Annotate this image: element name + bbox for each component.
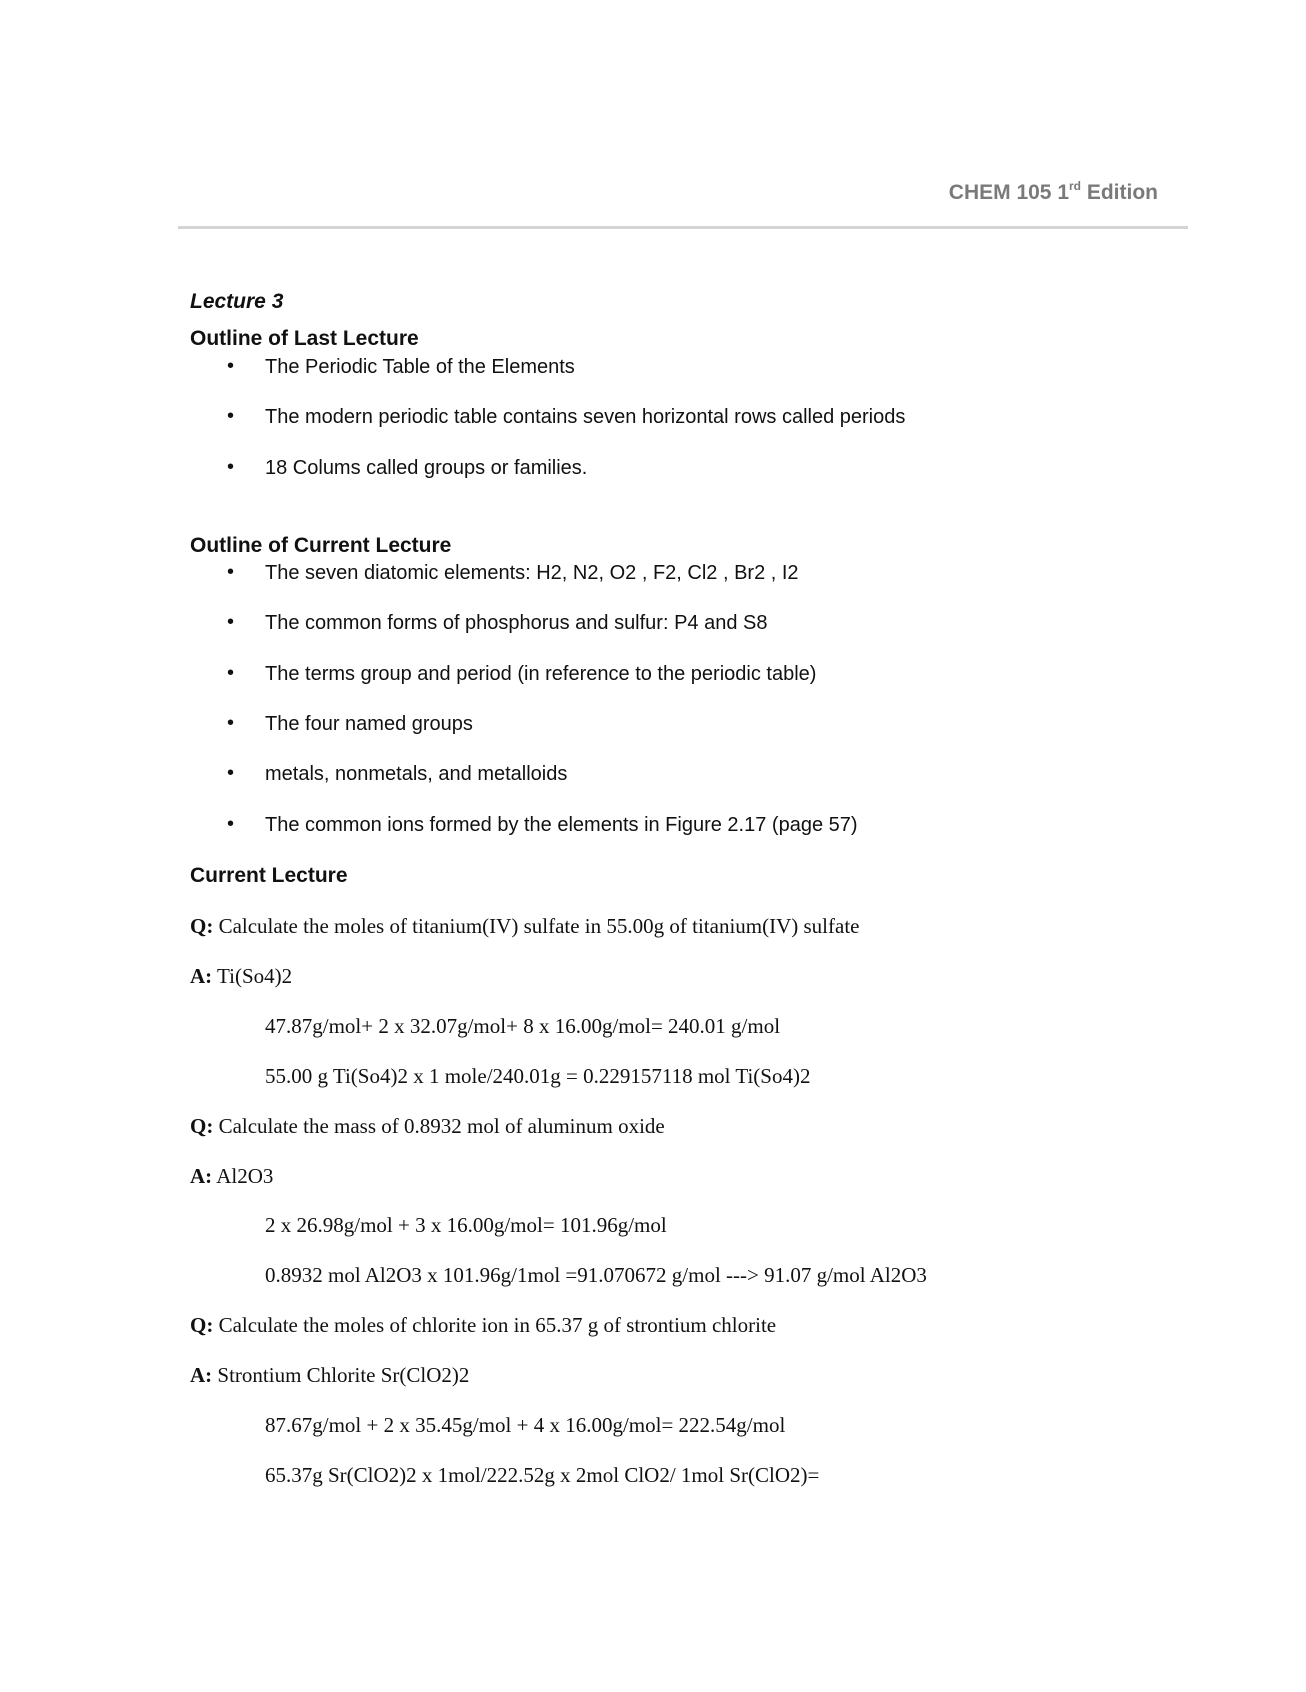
calculation-step: 55.00 g Ti(So4)2 x 1 mole/240.01g = 0.229157118 mol Ti(So4)2 [265, 1064, 811, 1088]
bullet-icon: • [227, 762, 235, 784]
lecture-title: Lecture 3 [190, 290, 284, 313]
question-line [190, 1114, 665, 1139]
bullet-icon: • [227, 561, 235, 583]
answer-text: Strontium Chlorite Sr(ClO2)2 [212, 1363, 470, 1387]
list-item-text: The common forms of phosphorus and sulfur: P4 and S8 [265, 612, 768, 634]
current-outline-heading: Outline of Current Lecture [190, 534, 452, 557]
bullet-icon: • [227, 813, 235, 835]
list-item-text: The seven diatomic elements: H2, N2, O2 , F2, Cl2 , Br2 , I2 [265, 562, 799, 584]
edition-superscript: rd [1069, 179, 1081, 193]
answer-label: A: [190, 1363, 213, 1387]
question-text: Calculate the mass of 0.8932 mol of aluminum oxide [213, 1114, 665, 1138]
question-label: Q: [190, 1114, 214, 1138]
list-item-text: 18 Colums called groups or families. [265, 457, 588, 479]
answer-text: Al2O3 [212, 1164, 274, 1188]
bullet-icon: • [227, 456, 235, 478]
question-label: Q: [190, 914, 214, 938]
list-item-text: The Periodic Table of the Elements [265, 356, 575, 378]
header-divider [178, 226, 1188, 229]
list-item-text: The common ions formed by the elements in Figure 2.17 (page 57) [265, 814, 858, 836]
calculation-step: 65.37g Sr(ClO2)2 x 1mol/222.52g x 2mol ClO2/ 1mol Sr(ClO2)= [265, 1463, 820, 1487]
bullet-icon: • [227, 662, 235, 684]
answer-label: A: [190, 1164, 213, 1188]
question-line [190, 914, 860, 939]
answer-line [190, 1164, 273, 1189]
list-item-text: The terms group and period (in reference to the periodic table) [265, 663, 817, 685]
question-label: Q: [190, 1313, 214, 1337]
course-title: CHEM 105 1 [948, 181, 1069, 204]
answer-label: A: [190, 964, 213, 988]
answer-line [190, 964, 292, 989]
current-lecture-heading: Current Lecture [190, 864, 348, 887]
page-header [0, 181, 1158, 205]
question-line [190, 1313, 776, 1338]
edition-label: Edition [1081, 181, 1158, 204]
list-item-text: The four named groups [265, 713, 473, 735]
calculation-step: 2 x 26.98g/mol + 3 x 16.00g/mol= 101.96g/mol [265, 1213, 667, 1237]
list-item-text: The modern periodic table contains seven horizontal rows called periods [265, 406, 906, 428]
calculation-step: 0.8932 mol Al2O3 x 101.96g/1mol =91.070672 g/mol ---> 91.07 g/mol Al2O3 [265, 1263, 927, 1287]
list-item-text: metals, nonmetals, and metalloids [265, 763, 568, 785]
question-text: Calculate the moles of chlorite ion in 65.37 g of strontium chlorite [213, 1313, 777, 1337]
calculation-step: 87.67g/mol + 2 x 35.45g/mol + 4 x 16.00g/mol= 222.54g/mol [265, 1413, 786, 1437]
question-text: Calculate the moles of titanium(IV) sulfate in 55.00g of titanium(IV) sulfate [213, 914, 860, 938]
last-lecture-heading: Outline of Last Lecture [190, 327, 419, 350]
calculation-step: 47.87g/mol+ 2 x 32.07g/mol+ 8 x 16.00g/mol= 240.01 g/mol [265, 1014, 781, 1038]
answer-line [190, 1363, 469, 1388]
answer-text: Ti(So4)2 [212, 964, 293, 988]
bullet-icon: • [227, 355, 235, 377]
bullet-icon: • [227, 611, 235, 633]
bullet-icon: • [227, 405, 235, 427]
bullet-icon: • [227, 712, 235, 734]
